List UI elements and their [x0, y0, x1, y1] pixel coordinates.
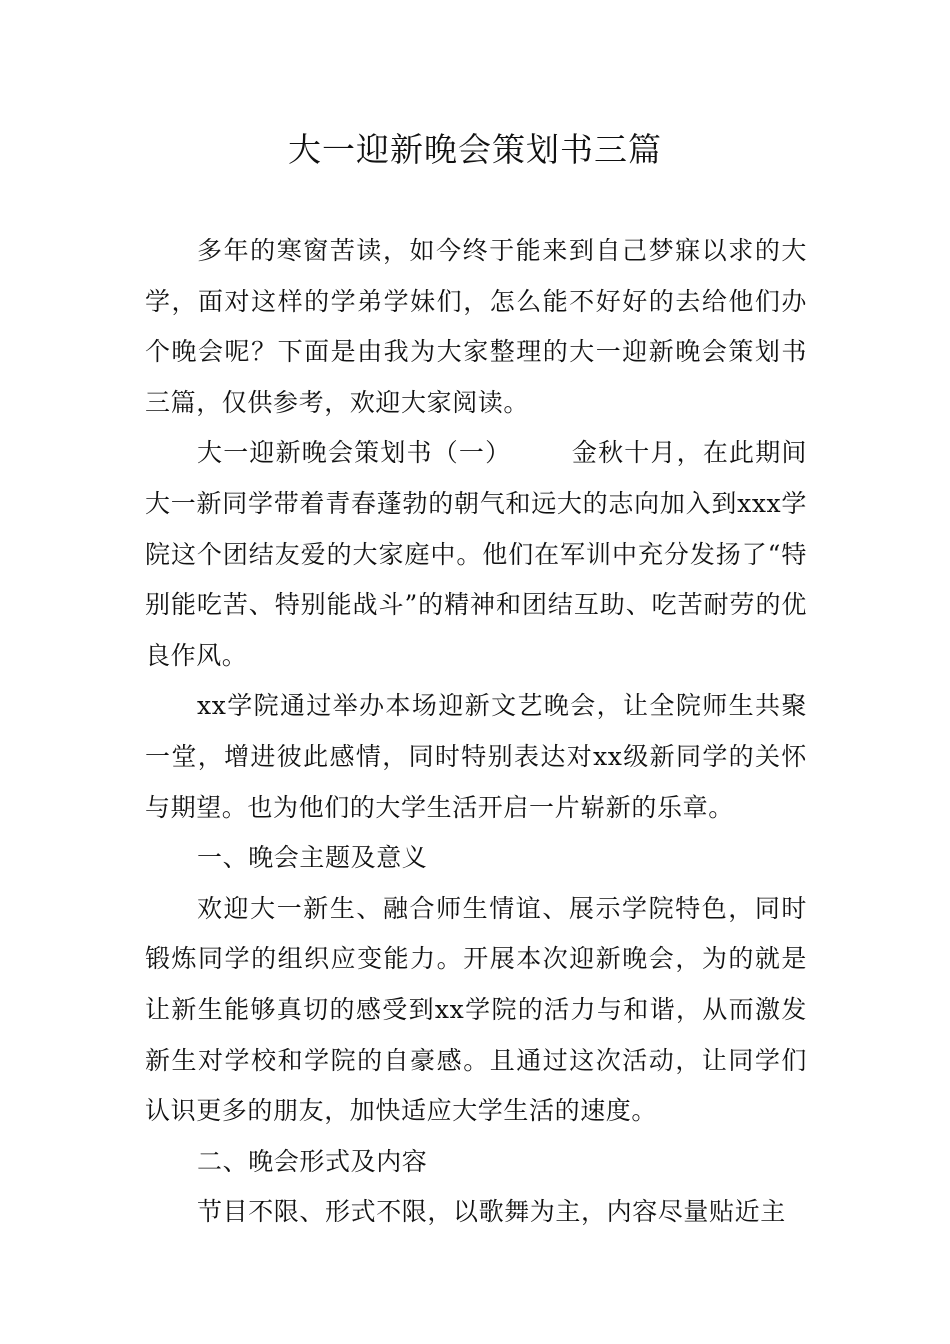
section-heading-one: 大一迎新晚会策划书（一）	[197, 438, 512, 468]
section-paragraph-one	[145, 428, 807, 681]
background-text: 金秋十月，在此期间大一新同学带着青春蓬勃的朝气和远大的志向加入到xxx学院这个团结友爱的大家庭中。他们在军训中充分发扬了“特别能吃苦、特别能战斗”的精神和团结互助、吃苦耐劳的优良作风。	[145, 438, 808, 670]
theme-paragraph: 欢迎大一新生、融合师生情谊、展示学院特色，同时锻炼同学的组织应变能力。开展本次迎新晚会，为的就是让新生能够真切的感受到xx学院的活力与和谐，从而激发新生对学校和学院的自豪感。且通过这次活动，让同学们认识更多的朋友，加快适应大学生活的速度。	[145, 893, 807, 1126]
format-paragraph: 节目不限、形式不限，以歌舞为主，内容尽量贴近主	[197, 1197, 786, 1227]
document-title: 大一迎新晚会策划书三篇	[288, 130, 662, 169]
theme-heading: 一、晚会主题及意义	[197, 843, 428, 873]
purpose-paragraph: xx学院通过举办本场迎新文艺晚会，让全院师生共聚一堂，增进彼此感情，同时特别表达对xx级新同学的关怀与期望。也为他们的大学生活开启一片崭新的乐章。	[145, 691, 807, 822]
intro-paragraph: 多年的寒窗苦读，如今终于能来到自己梦寐以求的大学，面对这样的学弟学妹们，怎么能不好好的去给他们办个晚会呢？下面是由我为大家整理的大一迎新晚会策划书三篇，仅供参考，欢迎大家阅读。	[145, 236, 807, 417]
document-body	[145, 226, 807, 1238]
format-heading: 二、晚会形式及内容	[197, 1146, 428, 1176]
